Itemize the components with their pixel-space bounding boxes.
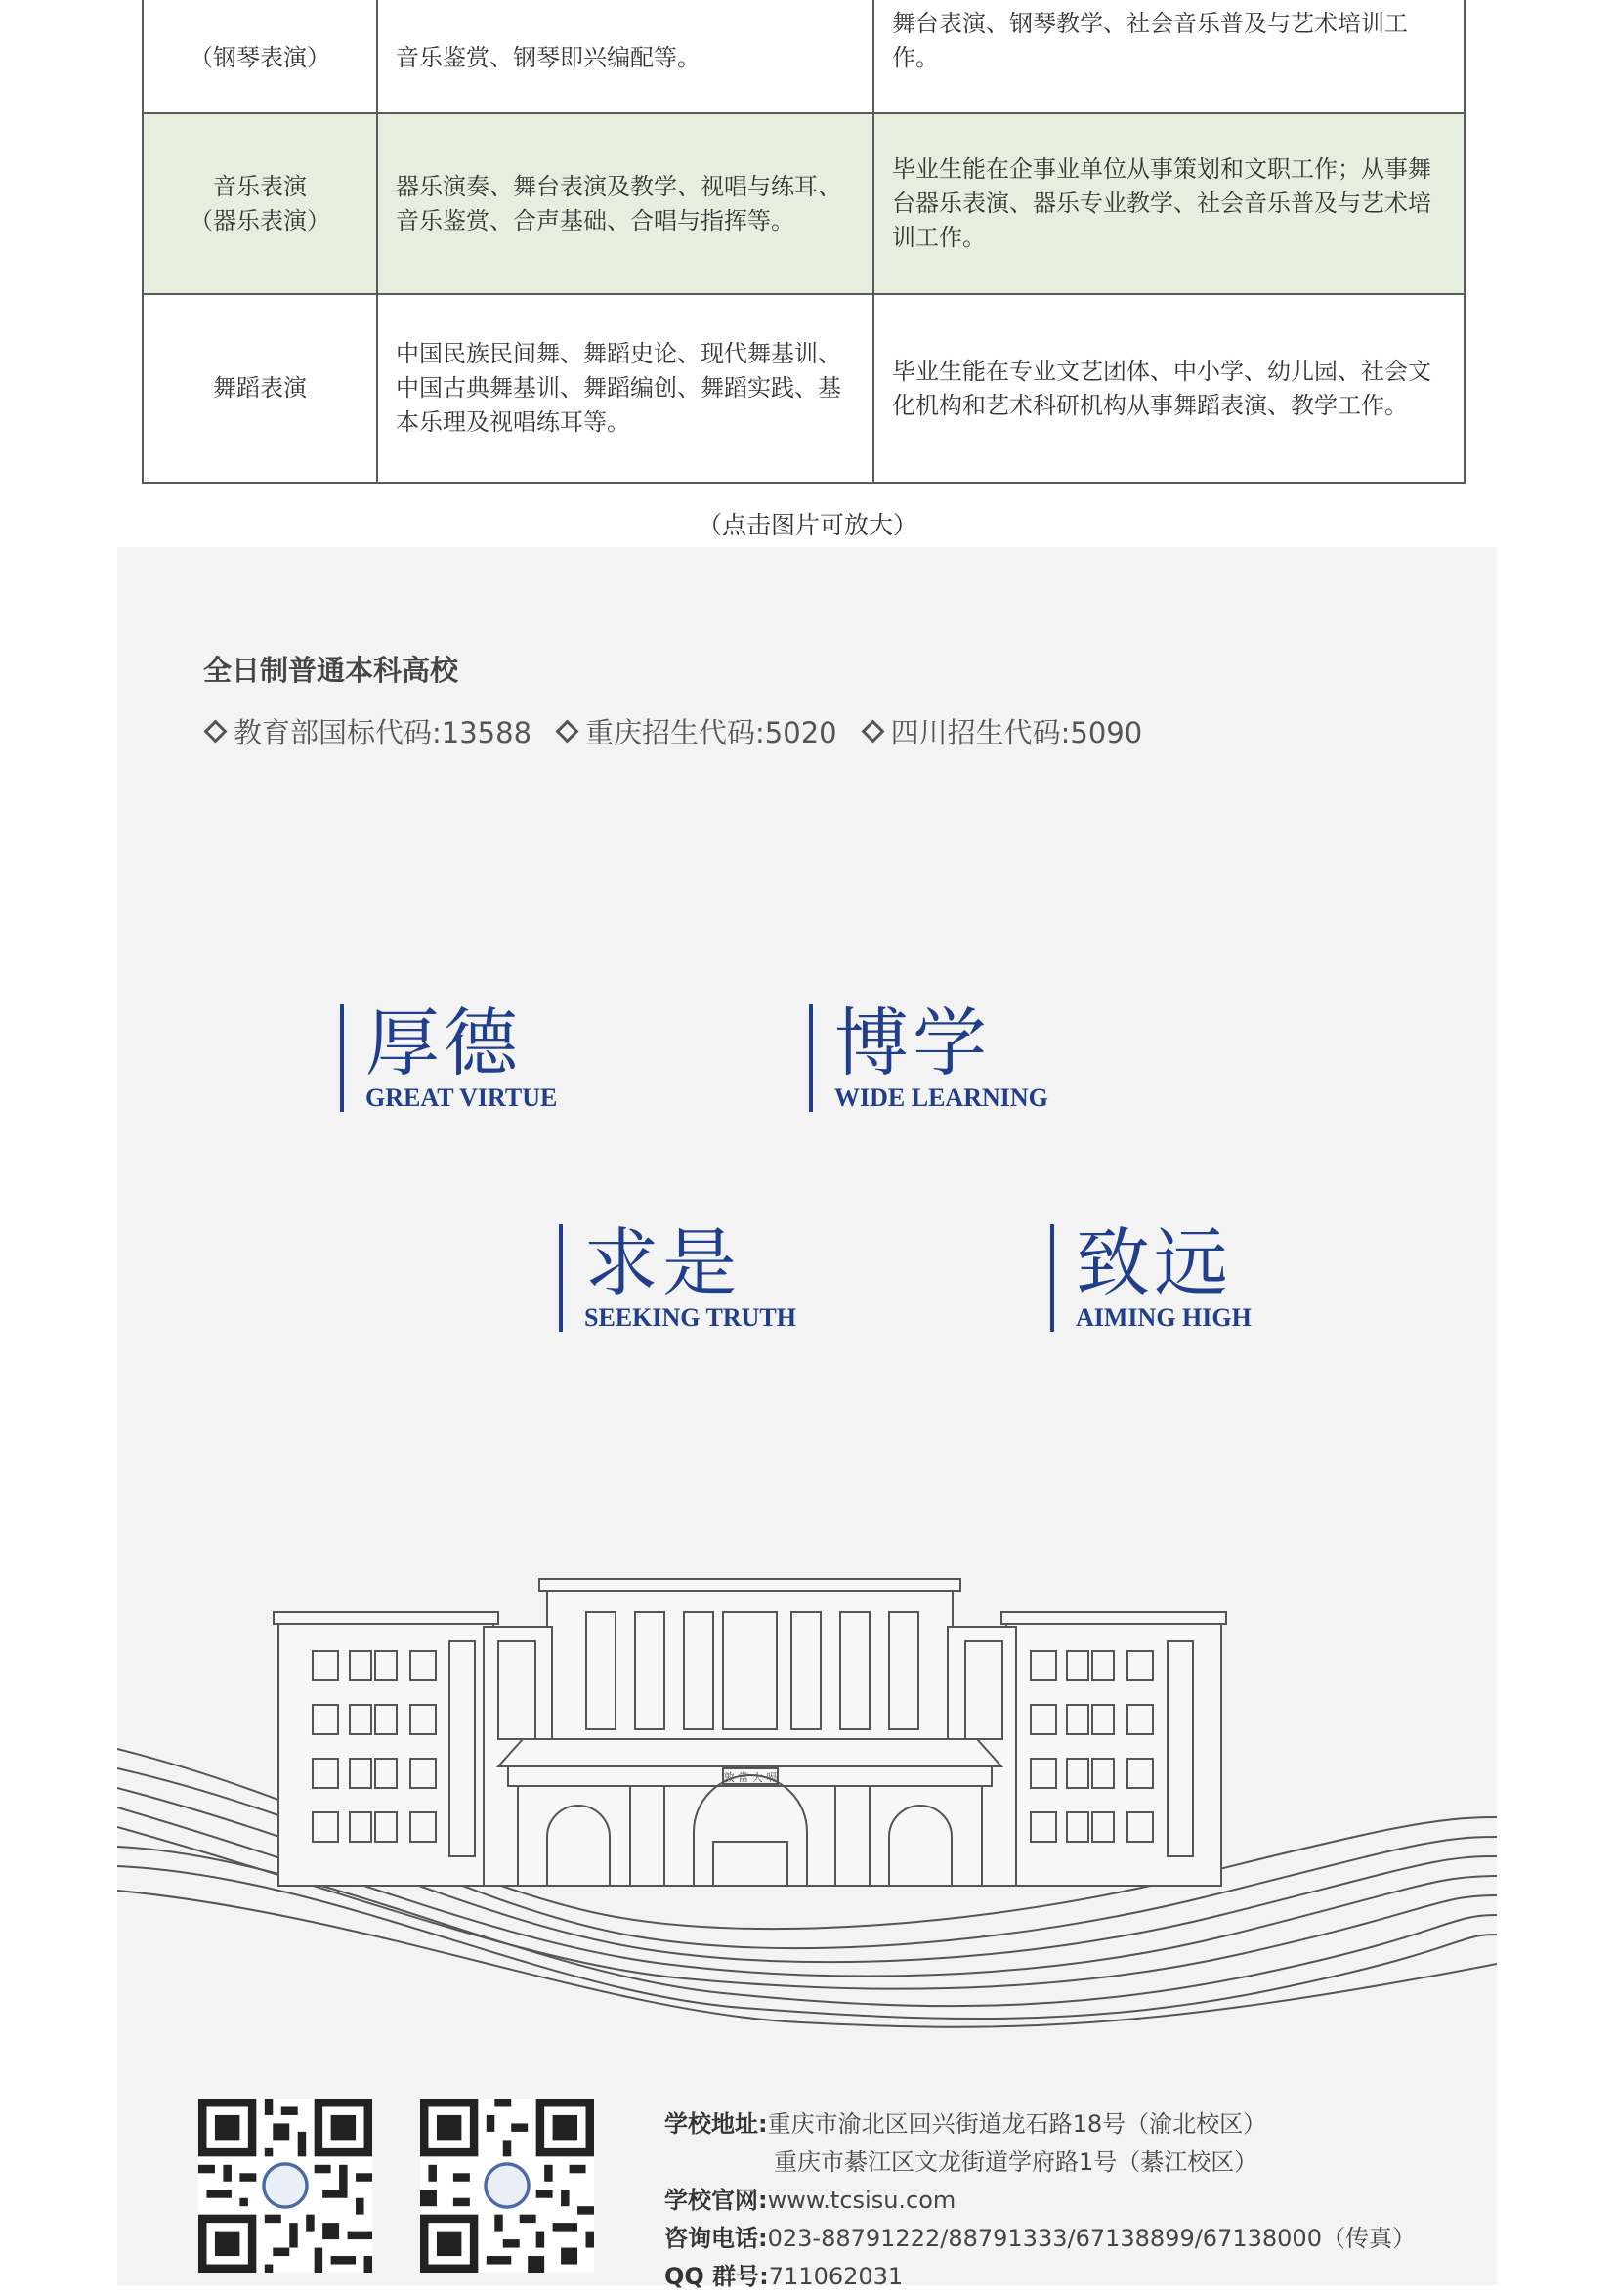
motto-item xyxy=(559,1219,796,1332)
motto-item xyxy=(809,999,1048,1112)
major-courses: 器乐演奏、舞台表演及教学、视唱与练耳、音乐鉴赏、合声基础、合唱与指挥等。 xyxy=(377,113,873,294)
code-text: 四川招生代码:5090 xyxy=(890,716,1143,749)
image-caption: （点击图片可放大） xyxy=(697,511,917,539)
diamond-icon xyxy=(203,719,227,743)
school-type: 全日制普通本科高校 xyxy=(203,654,459,687)
qr-code-icon[interactable] xyxy=(198,2099,372,2273)
diamond-icon xyxy=(861,719,884,743)
major-name: （钢琴表演） xyxy=(143,0,377,113)
contact-info xyxy=(664,2105,1416,2296)
motto-cn: 厚德 xyxy=(365,999,522,1086)
qr-code-icon[interactable] xyxy=(420,2099,594,2273)
motto-item xyxy=(1050,1219,1252,1332)
major-career: 毕业生能在企事业单位从事策划和文职工作；从事舞台器乐表演、器乐专业教学、社会音乐普及与艺术培训工作。 xyxy=(873,113,1465,294)
major-table xyxy=(142,0,1466,484)
website-label: 学校官网: xyxy=(664,2187,768,2214)
address-label: 学校地址: xyxy=(664,2110,768,2138)
brochure-panel[interactable] xyxy=(117,547,1497,2290)
address-line-2: 重庆市綦江区文龙街道学府路1号（綦江校区） xyxy=(774,2148,1258,2176)
code-item xyxy=(555,711,837,751)
motto-en: AIMING HIGH xyxy=(1076,1303,1252,1332)
motto-item xyxy=(340,999,558,1112)
table-row xyxy=(143,294,1465,483)
phone-numbers: 023-88791222/88791333/67138899/67138000（传真） xyxy=(767,2225,1416,2252)
code-text: 重庆招生代码:5020 xyxy=(585,716,837,749)
website-link[interactable]: www.tcsisu.com xyxy=(767,2187,956,2214)
qq-label: QQ 群号: xyxy=(664,2263,769,2290)
school-codes xyxy=(203,711,1166,751)
major-name: 舞蹈表演 xyxy=(143,294,377,483)
building-sign: 敦 當 大 嗝 xyxy=(723,1771,778,1784)
motto-cn: 博学 xyxy=(834,999,991,1086)
address-row xyxy=(664,2105,1416,2144)
address-line-1: 重庆市渝北区回兴街道龙石路18号（渝北校区） xyxy=(767,2110,1267,2138)
motto-en: SEEKING TRUTH xyxy=(584,1303,796,1332)
phone-row xyxy=(664,2220,1416,2258)
major-career: 舞台表演、钢琴教学、社会音乐普及与艺术培训工作。 xyxy=(873,0,1465,113)
major-name-line2: （器乐表演） xyxy=(190,206,330,234)
major-courses: 音乐鉴赏、钢琴即兴编配等。 xyxy=(377,0,873,113)
qq-number: 711062031 xyxy=(768,2263,904,2290)
major-name-line1: 音乐表演 xyxy=(213,172,307,200)
major-name xyxy=(143,113,377,294)
building-illustration xyxy=(117,1505,1497,2101)
qq-row xyxy=(664,2258,1416,2296)
table-row xyxy=(143,113,1465,294)
address-row-2 xyxy=(664,2144,1416,2182)
phone-label: 咨询电话: xyxy=(664,2225,768,2252)
code-item xyxy=(861,711,1143,751)
table-row xyxy=(143,0,1465,113)
major-courses: 中国民族民间舞、舞蹈史论、现代舞基训、中国古典舞基训、舞蹈编创、舞蹈实践、基本乐理及视唱练耳等。 xyxy=(377,294,873,483)
motto-en: WIDE LEARNING xyxy=(834,1084,1048,1112)
major-career: 毕业生能在专业文艺团体、中小学、幼儿园、社会文化机构和艺术科研机构从事舞蹈表演、教学工作。 xyxy=(873,294,1465,483)
motto-cn: 致远 xyxy=(1076,1219,1232,1306)
website-row xyxy=(664,2182,1416,2220)
motto-cn: 求是 xyxy=(584,1219,741,1306)
motto-en: GREAT VIRTUE xyxy=(365,1084,558,1112)
diamond-icon xyxy=(556,719,579,743)
code-text: 教育部国标代码:13588 xyxy=(234,716,532,749)
code-item xyxy=(203,711,531,751)
